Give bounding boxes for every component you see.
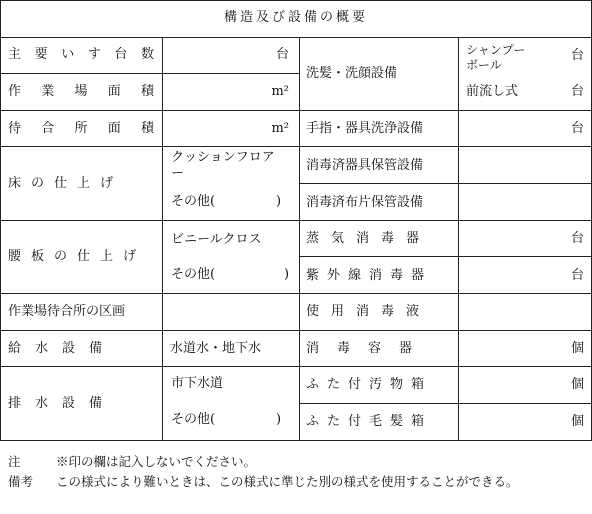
drain-other-close: ): [276, 412, 282, 427]
divider-right: [300, 183, 592, 184]
label-water: 給水設備: [8, 341, 117, 356]
divider: [0, 293, 592, 294]
label-wainscot: 腰板の仕上げ: [8, 249, 147, 264]
label-cabinet-cloth: 消毒済布片保管設備: [306, 195, 424, 210]
unit-waitarea: m²: [271, 121, 289, 136]
label-partition: 作業場待合所の区画: [8, 304, 126, 319]
label-container: 消毒容器: [306, 341, 431, 356]
wainscot-other-close: ): [284, 267, 290, 282]
unit-steam: 台: [570, 231, 584, 246]
wainscot-option-vinyl: ビニールクロス: [171, 232, 262, 247]
label-floor: 床の仕上げ: [8, 176, 124, 191]
divider-right: [300, 256, 592, 257]
unit-uv: 台: [570, 268, 584, 283]
label-workarea: 作 業 場 面 積: [8, 84, 154, 99]
divider: [0, 330, 592, 331]
unit-hairbox: 個: [570, 414, 584, 429]
unit-wash-shampoo: 台: [570, 48, 584, 63]
unit-dirtybox: 個: [570, 377, 584, 392]
form-title: 構造及び設備の概要: [223, 10, 368, 25]
note-text: ※印の欄は記入しないでください。: [56, 454, 257, 469]
col-divider-right: [458, 37, 459, 440]
water-source: 水道水・地下水: [170, 341, 262, 356]
wainscot-option-other: その他(: [171, 267, 216, 282]
divider: [0, 220, 592, 221]
floor-option-cushion-cont: ー: [171, 166, 185, 181]
divider-right: [300, 403, 592, 404]
unit-chairs: 台: [275, 47, 289, 62]
label-steam: 蒸気消毒器: [306, 231, 432, 246]
label-wash: 洗髪・洗顔設備: [306, 66, 398, 81]
wash-shampoo: シャンプー: [466, 43, 526, 57]
label-finger: 手指・器具洗浄設備: [306, 121, 424, 136]
floor-option-cushion: クッションフロア: [171, 150, 275, 165]
label-drain: 排水設備: [8, 396, 117, 411]
border-bottom: [0, 440, 592, 441]
wash-front: 前流し式: [466, 84, 519, 99]
col-divider-mid: [299, 37, 300, 440]
label-uv: 紫外線消毒器: [306, 268, 433, 283]
divider-left: [0, 73, 299, 74]
label-hairbox: ふた付毛髪箱: [306, 414, 433, 429]
remark-label: 備考: [8, 474, 34, 489]
col-divider-left: [162, 37, 163, 440]
wash-shampoo-cont: ボール: [466, 58, 502, 72]
unit-workarea: m²: [271, 84, 289, 99]
divider: [0, 366, 592, 367]
note-label: 注: [8, 454, 21, 469]
label-waitarea: 待 合 所 面 積: [8, 121, 154, 136]
label-chairs: 主 要 い す 台 数: [8, 47, 154, 62]
note-row: [8, 452, 588, 472]
title-divider: [0, 37, 592, 38]
unit-container: 個: [570, 341, 584, 356]
remark-text: この様式により難いときは、この様式に準じた別の様式を使用することができる。: [56, 474, 519, 489]
form-notes: [8, 452, 588, 492]
divider: [0, 146, 592, 147]
divider: [0, 110, 592, 111]
drain-option-other: その他(: [171, 412, 216, 427]
border-top: [0, 0, 592, 1]
floor-other-close: ): [276, 194, 282, 209]
unit-wash-front: 台: [570, 84, 584, 99]
floor-option-other: その他(: [171, 194, 216, 209]
label-cabinet-tools: 消毒済器具保管設備: [306, 158, 424, 173]
unit-finger: 台: [570, 121, 584, 136]
label-dirtybox: ふた付汚物箱: [306, 377, 433, 392]
label-liquid: 使用消毒液: [306, 304, 432, 319]
drain-option-sewer: 市下水道: [171, 376, 224, 391]
remark-row: [8, 472, 588, 492]
